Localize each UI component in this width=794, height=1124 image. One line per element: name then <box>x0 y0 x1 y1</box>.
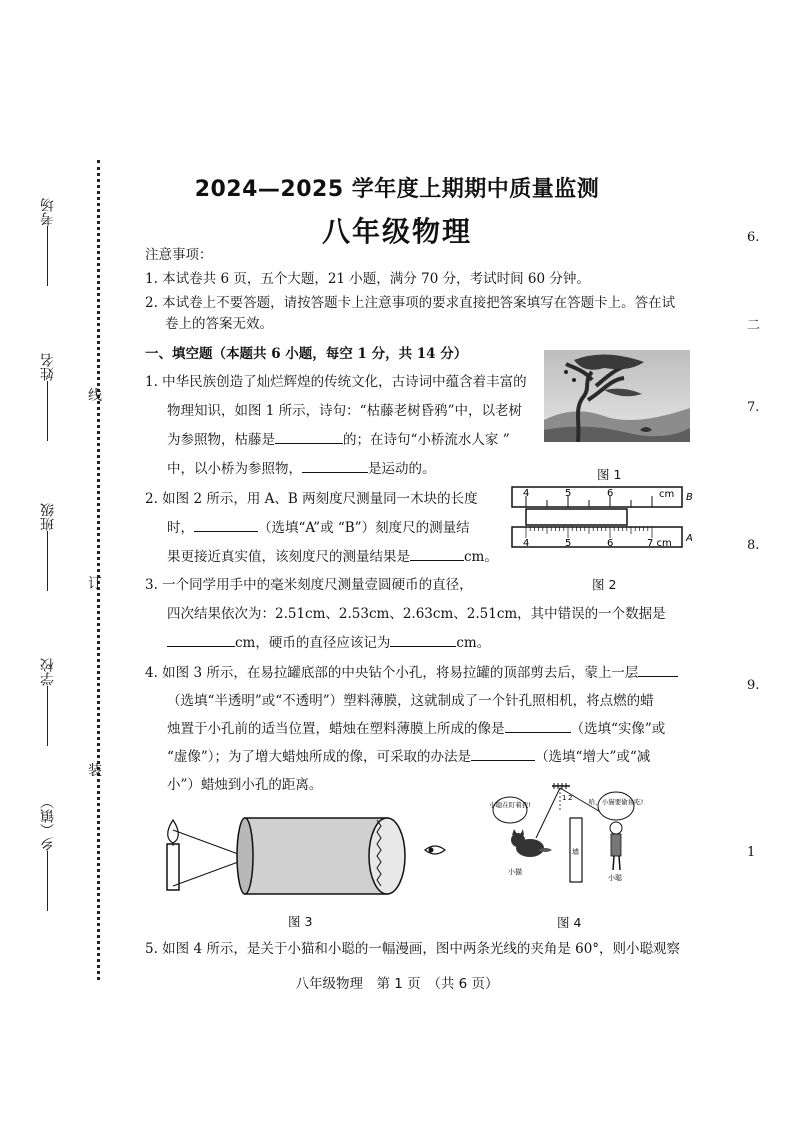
q2-text: cm。 <box>464 549 498 565</box>
notes-item-2: 2. 本试卷上不要答题，请按答题卡上注意事项的要求直接把答案填写在答题卡上。答在试 <box>145 295 676 311</box>
exam-room-label: 考场 <box>40 198 56 226</box>
ruler-b-unit: cm <box>659 489 675 500</box>
boy-speech-bubble <box>598 792 634 820</box>
right-margin-item: 1 <box>747 845 756 860</box>
q4-line-5: 小”）蜡烛到小孔的距离。 <box>167 777 323 793</box>
q3-answer-blank-1[interactable] <box>167 632 235 647</box>
ruler-a-tick: 5 <box>565 538 572 549</box>
q4-text: “虚像”）；为了增大蜡烛所成的像，可采取的办法是 <box>167 749 472 765</box>
ruler-b-name: B <box>686 492 693 503</box>
q2-answer-blank-2[interactable] <box>410 546 464 561</box>
q4-text: 4. 如图 3 所示，在易拉罐底部的中央钻个小孔，将易拉罐的顶部剪去后，蒙上一层 <box>145 665 639 681</box>
q1-text: 是运动的。 <box>368 461 436 477</box>
q3-line-3 <box>167 632 490 654</box>
q4-answer-blank-3[interactable] <box>471 746 535 761</box>
svg-text:1: 1 <box>562 794 567 802</box>
q4-answer-blank-1[interactable] <box>638 662 678 677</box>
q2-line-1: 2. 如图 2 所示，用 A、B 两刻度尺测量同一木块的长度 <box>145 491 478 507</box>
q1-text: 中，以小桥为参照物， <box>167 461 302 477</box>
notes-heading: 注意事项： <box>145 247 213 263</box>
q4-text: 烛置于小孔前的适当位置，蜡烛在塑料薄膜上所成的像是 <box>167 721 505 737</box>
q1-line-1: 1. 中华民族创造了灿烂辉煌的传统文化，古诗词中蕴含着丰富的 <box>145 374 527 390</box>
candle <box>167 844 179 890</box>
q4-answer-blank-2[interactable] <box>505 718 571 733</box>
school-label: 学校 <box>40 658 56 686</box>
school-field <box>38 640 78 750</box>
q2-line-3 <box>167 546 498 568</box>
right-margin-item: 6. <box>747 230 760 245</box>
ruler-a-unit: 7 cm <box>647 538 672 549</box>
notes-item-2-cont: 卷上的答案无效。 <box>165 316 273 332</box>
wooden-block <box>526 509 627 525</box>
name-label: 姓名 <box>40 353 56 381</box>
binding-mark-ding: 订 <box>88 576 102 592</box>
q1-line-4 <box>167 458 436 480</box>
can-bottom <box>237 818 253 894</box>
ruler-b-tick: 4 <box>523 488 530 499</box>
q2-text: 果更接近真实值，该刻度尺的测量结果是 <box>167 549 410 565</box>
binding-dotted-line <box>97 160 100 980</box>
figure-4-cartoon <box>488 780 678 900</box>
exam-title: 2024—2025 学年度上期期中质量监测 <box>194 177 600 202</box>
q1-line-2: 物理知识，如图 1 所示，诗句：“枯藤老树昏鸦”中，以老树 <box>167 403 522 419</box>
q1-text: 为参照物，枯藤是 <box>167 432 275 448</box>
figure-1-painting <box>544 350 690 442</box>
cat-label: 小猫 <box>508 868 522 876</box>
page-footer: 八年级物理 第 1 页 （共 6 页） <box>295 976 499 992</box>
figure-3-caption: 图 3 <box>288 914 313 929</box>
q3-answer-blank-2[interactable] <box>390 632 456 647</box>
q1-answer-blank-2[interactable] <box>302 458 368 473</box>
q1-text: 的；在诗句“小桥流水人家 ” <box>343 432 510 448</box>
ruler-b-tick: 6 <box>607 488 614 499</box>
ruler-b-tick: 5 <box>565 488 572 499</box>
q1-line-3 <box>167 429 510 451</box>
q3-line-1: 3. 一个同学用手中的毫米刻度尺测量壹圆硬币的直径， <box>145 577 473 593</box>
eye-icon <box>425 846 445 854</box>
subject-title: 八年级物理 <box>321 215 472 248</box>
ruler-a-tick: 4 <box>523 538 530 549</box>
town-label: 乡（镇） <box>40 795 56 851</box>
q2-line-2 <box>167 517 470 539</box>
class-field <box>38 485 78 595</box>
town-field <box>38 790 78 915</box>
q4-line-3 <box>167 718 665 740</box>
ruler-b <box>512 487 682 507</box>
boy-label: 小聪 <box>608 874 622 882</box>
q3-text: cm，硬币的直径应该记为 <box>235 635 391 651</box>
class-label: 班级 <box>40 503 56 531</box>
ruler-a-name: A <box>686 533 693 544</box>
can-body <box>245 818 387 894</box>
section-1-heading: 一、填空题（本题共 6 小题，每空 1 分，共 14 分） <box>145 346 468 362</box>
q5-line-1: 5. 如图 4 所示，是关于小猫和小聪的一幅漫画，图中两条光线的夹角是 60°，则小聪观察 <box>145 941 681 957</box>
q3-text: cm。 <box>456 635 491 651</box>
figure-1-caption: 图 1 <box>597 467 622 482</box>
binding-mark-line: 线 <box>88 388 102 404</box>
boy-bubble-text: 哈，小猫要偷鱼吃! <box>588 798 644 806</box>
svg-text:2: 2 <box>568 794 573 802</box>
figure-2-rulers <box>508 483 698 555</box>
q2-answer-blank-1[interactable] <box>194 517 258 532</box>
boy-figure <box>610 822 622 834</box>
q2-text: （选填“A”或 “B”）刻度尺的测量结 <box>258 520 470 536</box>
q2-text: 时， <box>167 520 194 536</box>
cat-bubble-text: 小聪在盯着我! <box>489 801 531 809</box>
right-margin-item: 9. <box>747 678 760 693</box>
name-field <box>38 335 78 445</box>
figure-2-caption: 图 2 <box>592 577 617 592</box>
q4-line-4 <box>167 746 650 768</box>
q4-text: （选填“实像”或 <box>570 721 666 737</box>
q4-line-1 <box>145 662 678 684</box>
right-margin-item: 7. <box>747 400 760 415</box>
q4-text: （选填“增大”或“减 <box>535 749 651 765</box>
binding-mark-zhuang: 装 <box>88 763 102 779</box>
q4-line-2: （选填“半透明”或“不透明”）塑料薄膜，这就制成了一个针孔照相机，将点燃的蜡 <box>167 693 654 709</box>
wall-label: 墙 <box>572 848 579 856</box>
right-margin-item: 8. <box>747 538 760 553</box>
right-margin-item: 二 <box>747 318 761 333</box>
membrane <box>369 818 405 894</box>
ruler-a-tick: 6 <box>607 538 614 549</box>
figure-3-pinhole-camera <box>155 810 455 895</box>
figure-4-caption: 图 4 <box>557 915 582 930</box>
notes-item-1: 1. 本试卷共 6 页，五个大题，21 小题，满分 70 分，考试时间 60 分钟。 <box>145 271 590 287</box>
q3-line-2: 四次结果依次为：2.51cm、2.53cm、2.63cm、2.51cm，其中错误的一个数据是 <box>167 606 666 622</box>
q1-answer-blank-1[interactable] <box>275 429 343 444</box>
